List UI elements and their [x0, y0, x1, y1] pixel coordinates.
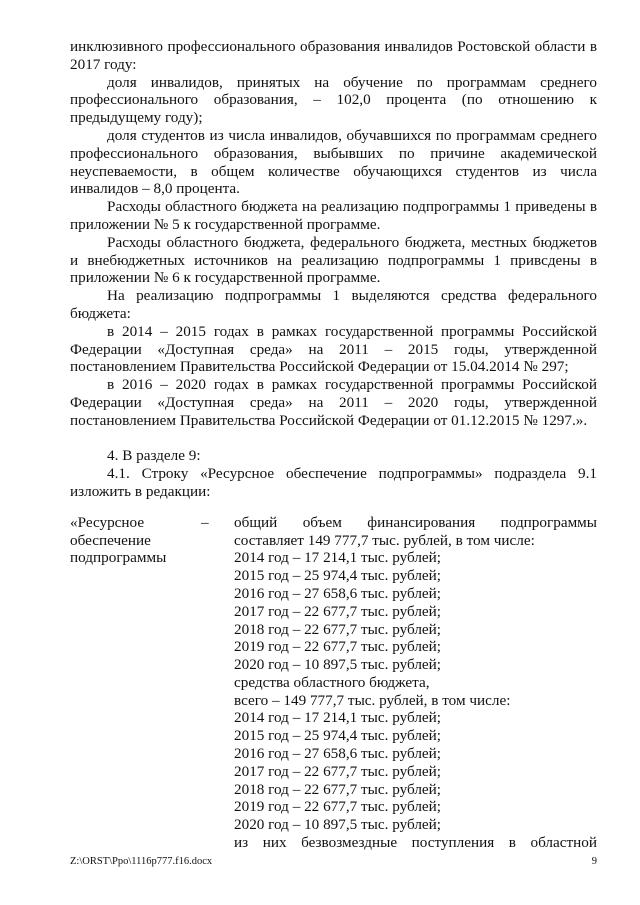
regional-year-amount-line: 2014 год – 17 214,1 тыс. рублей; [234, 709, 442, 727]
year-amount-line: 2018 год – 22 677,7 тыс. рублей; [234, 620, 442, 638]
year-amount-line: 2020 год – 10 897,5 тыс. рублей; [234, 656, 442, 674]
resource-row [70, 514, 597, 852]
years-total-list [234, 549, 597, 674]
footer-page-number: 9 [591, 856, 597, 867]
footer-file-path: Z:\ORST\Ppo\1116p777.f16.docx [70, 856, 213, 867]
body-paragraph: Расходы областного бюджета на реализацию подпрограммы 1 приведены в приложении № 5 к государственной программе. [70, 198, 597, 233]
body-paragraph: в 2014 – 2015 годах в рамках государственной программы Российской Федерации «Доступная среда» на 2011 – 2015 годы, утвержденной постановлением Правительства Российской Федерации от 15.04.2014 № 297; [70, 322, 597, 376]
body-paragraph: инклюзивного профессионального образования инвалидов Ростовской области в 2017 году: [70, 38, 597, 73]
year-amount-line: 2014 год – 17 214,1 тыс. рублей; [234, 549, 442, 567]
year-amount-line: 2016 год – 27 658,6 тыс. рублей; [234, 584, 442, 602]
regional-year-amount-line: 2016 год – 27 658,6 тыс. рублей; [234, 745, 442, 763]
body-paragraph: доля студентов из числа инвалидов, обучавшихся по программам среднего профессионального образования, выбывших по причине академической неуспеваемости, в общем количестве обучающихся студентов из числа инвалидов – 8,0 процента. [70, 126, 597, 198]
resource-dash: – [201, 513, 209, 531]
body-paragraph: Расходы областного бюджета, федерального бюджета, местных бюджетов и внебюджетных источников на реализацию подпрограммы 1 привсдены в приложении № 6 к государственной программе. [70, 233, 597, 287]
top-paragraphs [70, 38, 597, 430]
regional-year-amount-line: 2020 год – 10 897,5 тыс. рублей; [234, 816, 442, 834]
regional-year-amount-line: 2018 год – 22 677,7 тыс. рублей; [234, 780, 442, 798]
resource-details [234, 514, 597, 852]
regional-year-amount-line: 2017 год – 22 677,7 тыс. рублей; [234, 762, 442, 780]
body-paragraph: На реализацию подпрограммы 1 выделяются средства федерального бюджета: [70, 287, 597, 322]
year-amount-line: 2015 год – 25 974,4 тыс. рублей; [234, 567, 442, 585]
page-footer [70, 856, 597, 867]
regional-year-amount-line: 2015 год – 25 974,4 тыс. рублей; [234, 727, 442, 745]
section-paragraph: 4.1. Строку «Ресурсное обеспечение подпрограммы» подраздела 9.1 изложить в редакции: [70, 465, 597, 500]
paragraph-gap [70, 430, 597, 448]
regional-total: всего – 149 777,7 тыс. рублей, в том числе: [234, 691, 511, 709]
resource-tail: из них безвозмездные поступления в областной [234, 834, 597, 852]
years-regional-list [234, 709, 597, 834]
section-paragraph: 4. В разделе 9: [107, 447, 201, 465]
resource-intro: общий объем финансирования подпрограммы составляет 149 777,7 тыс. рублей, в том числе: [234, 513, 597, 549]
regional-head: средства областного бюджета, [234, 673, 430, 691]
document-page [70, 38, 597, 852]
resource-label: «Ресурсное обеспечение подпрограммы [70, 513, 167, 567]
section-paragraphs [70, 447, 597, 500]
regional-year-amount-line: 2019 год – 22 677,7 тыс. рублей; [234, 798, 442, 816]
body-paragraph: в 2016 – 2020 годах в рамках государственной программы Российской Федерации «Доступная среда» на 2011 – 2020 годы, утвержденной постановлением Правительства Российской Федерации от 01.12.2015 № 1297.». [70, 376, 597, 429]
year-amount-line: 2017 год – 22 677,7 тыс. рублей; [234, 602, 442, 620]
year-amount-line: 2019 год – 22 677,7 тыс. рублей; [234, 638, 442, 656]
body-paragraph: доля инвалидов, принятых на обучение по программам среднего профессионального образования, – 102,0 процента (по отношению к предыдущему году); [70, 73, 597, 127]
